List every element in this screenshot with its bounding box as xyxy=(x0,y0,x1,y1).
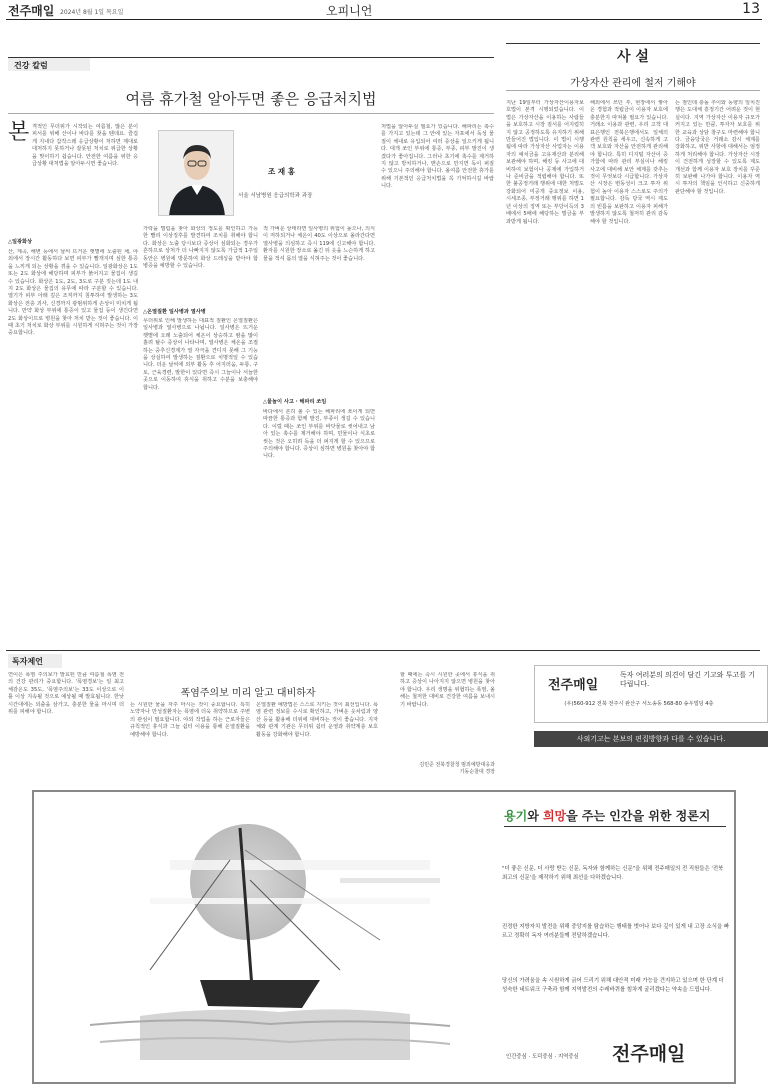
sailboat-illustration-icon xyxy=(80,820,460,1060)
editorial-col-1: 지난 19일부터 가상자산이용자보호법이 본격 시행되었습니다. 이 법은 가상자산을 이용하는 사람들을 보호하고 시장 질서를 어지럽히지 않고 공정하도록 유지하기 위해 만들어진 법입니다. 이 법이 시행됨에 따라 가상자산 사업자는 이용자의 예치금을 고유재산과 분리해 보관해야 하며, 해킹 등 사고에 대비하여 보험이나 공제에 가입하거나 준비금을 적립해야 합니다. 또한 불공정거래 행위에 대한 처벌도 강화되어 미공개 중요정보 이용, 시세조종, 부정거래 행위를 하면 1년 이상의 징역 또는 부당이득의 3배에서 5배에 해당하는 벌금을 부과받게 됩니다. xyxy=(506,100,584,225)
health-column-tab: 건강 칼럼 xyxy=(8,57,90,71)
drop-cap: 본 xyxy=(8,120,30,145)
column-col-3: 온열질환 예방법은 스스로 지키는 것이 최선입니다. 폭염 관련 정보를 수시로 확인하고, 가벼운 옷차림과 양산 등을 활용해 더위에 대비하는 것이 좋습니다. 지자체와 관계 기관은 무더위 쉼터 운영과 취약계층 보호 활동을 강화해야 합니다. xyxy=(256,702,378,738)
column-title: 폭염주의보 미리 알고 대비하자 xyxy=(180,688,316,699)
health-col-4: 처법을 알아두실 필요가 있습니다. 해파리는 촉수를 가지고 있는데 그 안에 있는 자포에서 독성 물질이 체내로 유입되어 여러 증상을 일으키게 됩니다. 대개 쏘인 부위에 통증, 부종, 피부 발진이 생겼다가 좋아집니다. 그러나 초기에 촉수를 제거하지 않고 방치하거나, 맨손으로 만지면 독이 퍼질 수 있으니 주의해야 합니다. 올여름 안전한 휴가를 위해 기본적인 응급처치법을 꼭 기억하시길 바랍니다. xyxy=(381,124,494,190)
title-rule xyxy=(8,113,494,114)
health-article-title: 여름 휴가철 알아두면 좋은 응급처치법 xyxy=(125,90,377,108)
ad-logo: 전주매일 xyxy=(612,1043,686,1065)
reader-box-text: 독자 여러분의 의견이 담긴 기고와 투고를 기다립니다. xyxy=(620,671,756,688)
section-rule xyxy=(6,650,760,651)
ad-paragraph-2: 진정한 지방자치 발전을 위해 중앙지를 탐습하는 행태를 벗어나 보다 깊이 있게 내 고장 소식을 빠르고 정확히 독자 여러분들께 전달하겠습니다. xyxy=(502,924,730,939)
health-col-1: 산, 계곡, 해변 등에서 날씨 뜨거운 햇볕에 노출된 채, 야외에서 장시간 활동하다 보면 피부가 빨개지며 심한 통증을 느끼게 되는 상황을 겪을 수 있습니다. 일광화상은 1도 또는 2도 화상에 해당하며 피부가 붉어지고 물집이 생길 수 있습니다. 화상은 1도, 2도, 3도로 구분 짓는데 1도 내지 2도 화상은 물집의 유무에 따라 구분할 수 있습니다. 열기가 피부 아래 깊은 조직까지 침투하여 발생하는 3도 화상은 전층 괴사, 신경까지 광범위하게 손상이 미치게 됩니다. 만약 화상 부위에 통증이 있고 물집 등이 생긴다면 2도 화상이므로 병원을 찾아 처치 받는 것이 좋습니다. 이때 초기 처치로 화상 부위를 시원하게 식혀주는 것이 가장 중요합니다. xyxy=(8,249,138,337)
author-name: 조 재 홍 xyxy=(268,167,295,176)
column-byline xyxy=(400,762,495,776)
reader-box-logo: 전주매일 xyxy=(548,678,599,693)
reader-box-address: (우)560-912 전북 전주시 완산구 서노송동 568-80 송우빌딩 4층 xyxy=(564,701,714,707)
masthead: 전주매일 xyxy=(8,4,55,18)
health-subhead-heat: △온열질환 일사병과 열사병 xyxy=(143,309,206,315)
health-col-3-top: 적 가벼운 상태라면 일사병의 위험이 높으나, 의식이 저하되거나 체온이 40도 이상으로 올라간다면 열사병을 의심하고 즉시 119에 신고해야 합니다. 환자를 시원한 장소로 옮긴 뒤 옷을 느슨하게 하고 물을 적셔 몸의 열을 식혀주는 것이 좋습니다. xyxy=(263,226,375,262)
editorial-title-rule xyxy=(506,90,760,91)
ad-rule xyxy=(504,826,726,827)
byline-line-2: 기동순찰대 경장 xyxy=(459,769,495,775)
issue-date: 2024년 8월 1일 목요일 xyxy=(60,9,124,16)
health-col-2-top: 가락을 벌림을 찾아 화상의 정도를 확인하고 가능한 빨리 이상징후를 발견하여 조치를 취해야 합니다. 화상은 노출 당시보다 증상이 심화되는 경우가 흔하므로 상처가 더 나빠지지 않도록 가급적 1주일 동안은 병원에 방문하여 화상 드레싱을 받아야 합병증을 예방할 수 있습니다. xyxy=(143,226,258,270)
column-col-2: 는 시원한 물을 자주 마시는 것이 중요합니다. 특히 노약자나 만성질환자는 폭염에 더욱 취약하므로 주변의 관심이 필요합니다. 야외 작업을 하는 근로자들은 규칙적인 휴식과 그늘 쉼터 이용을 통해 온열질환을 예방해야 합니다. xyxy=(130,702,250,738)
ad-headline-hope: 희망 xyxy=(542,809,567,823)
ad-tagline: 인간중심 · 도덕중심 · 지역중심 xyxy=(506,1054,579,1060)
author-title: 서울 서남병원 응급의학과 과장 xyxy=(238,193,313,199)
ad-headline-courage: 용기 xyxy=(504,809,528,823)
column-tab: 독자제언 xyxy=(8,654,62,668)
byline-line-1: 김민준 전북경찰청 범죄예방대응과 xyxy=(419,762,495,768)
ad-paragraph-1: "더 좋은 신문, 더 사랑 받는 신문, 독자와 함께하는 신문"을 위해 전주매일의 전 직원들은 '전북 최고의 신문'을 제작하기 위해 최선을 다하겠습니다. xyxy=(502,866,724,881)
health-subhead-jellyfish: △물놀이 사고 · 해파리 쏘임 xyxy=(263,399,327,405)
health-col-2: 무더위로 인해 발생하는 대표적 질환인 온열질환은 일사병과 열사병으로 나뉩니다. 일사병은 뜨거운 햇볕에 오래 노출되어 체온이 상승하고 땀을 많이 흘려 탈수 증상이 나타나며, 열사병은 체온을 조절하는 중추신경계가 열 자극을 견디지 못해 그 기능을 상실하여 발생하는 질환으로 치명적일 수 있습니다. 더운 날씨에 외부 활동 후 어지러움, 두통, 구토, 근육경련, 발한이 있다면 즉시 그늘이나 서늘한 곳으로 이동하여 휴식을 취하고 수분을 보충해야 합니다. xyxy=(143,318,258,391)
editorial-heading: 사 설 xyxy=(617,49,649,65)
author-photo xyxy=(158,130,234,216)
health-intro: 격적인 무더위가 시작되는 여름철, 많은 분이 피서를 위해 산이나 바다를 찾을 텐데요. 즐겁게 지내다 갑작스레 응급상황이 처하면 제대로 대처하지 못하거나 잘못된 처치로 위급한 상황을 맞이하기 쉽습니다. 안전한 여름을 위한 응급상황 대처법을 알아두시면 좋습니다. xyxy=(32,124,138,168)
ad-illustration xyxy=(80,820,460,1060)
column-col-1: 연이은 폭염 주의보가 발효된 만큼 여름철 폭염 전의 건강 관리가 중요합니다. '폭염경보'는 일 최고 체감온도 35도, '폭염주의보'는 33도 이상으로 이틀 이상 지속될 것으로 예상될 때 발효됩니다. 한낮 시간대에는 외출을 삼가고, 충분한 물을 마시며 더위를 피해야 합니다. xyxy=(8,672,124,716)
ad-headline-and: 와 xyxy=(527,809,543,823)
header-rule xyxy=(6,19,762,20)
page-number: 13 xyxy=(742,1,760,17)
editorial-col-2: 해외에서 쓰던 후, 현장에서 쌓아 온 경험과 적립금이 이용자 보호에 충분한지 따져볼 필요가 있습니다. 거래소 이용과 관련, 우리 고객 대표은행인 전북은행에서도 일체의 관련 원칙을 세우고, 신속하게 고객 보호와 자산을 안전하게 관리해야 합니다. 특히 디지털 자산이 증가함에 따라 관리 부실이나 해킹 사고에 대비해 보안 체계를 갖추는 것이 무엇보다 시급합니다. 가상자산 시장은 변동성이 크고 투자 위험이 높아 이용자 스스로도 주의가 필요합니다. 감독 당국 역시 제도의 빈틈을 보완하고 이용자 피해가 발생하지 않도록 철저히 관리 감독해야 할 것입니다. xyxy=(590,100,668,225)
author-silhouette-icon xyxy=(159,131,234,216)
reader-note-banner: 사외기고는 본보의 편집방향과 다를 수 있습니다. xyxy=(534,731,768,747)
health-col-3: 바다에서 흔히 볼 수 있는 해파리에 쏘이게 되면 따끔한 통증과 함께 발진, 부종이 생길 수 있습니다. 이럴 때는 쏘인 부위를 바닷물로 씻어내고 남아 있는 촉수를 제거해야 하며, 민물이나 식초로 씻는 것은 오히려 독을 더 퍼지게 할 수 있으므로 주의해야 합니다. 증상이 심하면 병원을 찾아야 합니다. xyxy=(263,409,375,460)
ad-headline-rest: 을 주는 인간을 위한 정론지 xyxy=(566,809,711,823)
ad-headline xyxy=(504,807,710,824)
editorial-rule xyxy=(506,43,760,44)
ad-paragraph-3: 당신의 가려움을 속 시원하게 긁어 드리기 위해 대안적 미래 가능을 견지하고 있으며 한 단계 더 성숙한 네트워크 구축과 함께 지역발전의 수레바퀴를 힘차게 굴리겠다는 약속을 드립니다. xyxy=(502,978,724,993)
health-subhead-sunburn: △일광화상 xyxy=(8,239,33,245)
section-title: 오피니언 xyxy=(326,4,373,18)
column-col-4: 할 때에는 즉시 시원한 곳에서 휴식을 취하고 증상이 나아지지 않으면 병원을 찾아야 합니다. 우리 생명을 위협하는 폭염, 올해는 철저한 대비로 건강한 여름을 보내시기 바랍니다. xyxy=(400,672,495,708)
editorial-title: 가상자산 관리에 철저 기해야 xyxy=(570,78,696,89)
editorial-col-3: 는 점인데 충돌 추이와 동향의 일치진행은 도대체 흥정기간 어려운 것이 현실이다. 지역 가상자산 이용자 규모가 커지고 있는 만큼, 투자자 보호를 위한 교육과 상담 창구도 마련해야 합니다. 금융당국은 거래소 감시 체계를 강화하고, 위반 사항에 대해서는 엄정하게 처리해야 합니다. 가상자산 시장이 건전하게 성장할 수 있도록 제도 개선과 함께 이용자 보호 장치를 꾸준히 보완해 나가야 합니다. 이용자 역시 투자의 책임을 인식하고 신중하게 판단해야 할 것입니다. xyxy=(675,100,760,195)
